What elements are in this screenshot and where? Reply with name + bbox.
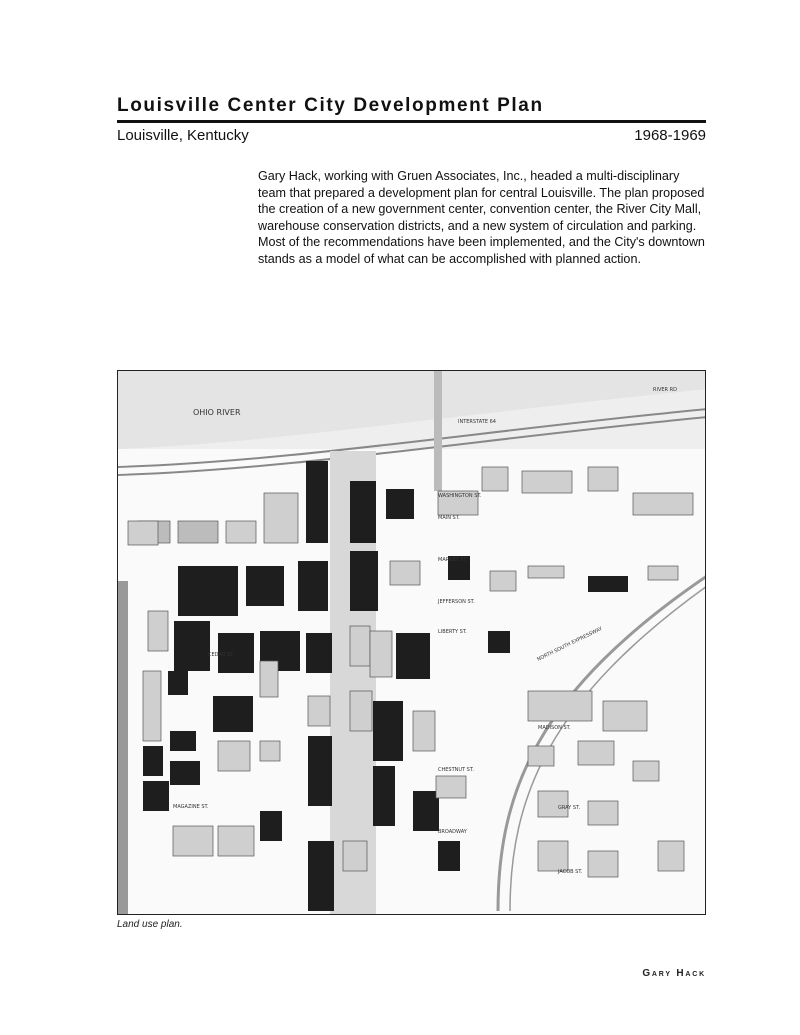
building xyxy=(143,746,163,776)
label-chestnut-street: CHESTNUT ST. xyxy=(438,767,474,773)
label-jacob-street: JACOB ST. xyxy=(558,869,583,875)
building xyxy=(246,566,284,606)
building xyxy=(143,671,161,741)
building xyxy=(350,551,378,611)
label-market-street: MARKET ST. xyxy=(438,557,468,563)
label-river: OHIO RIVER xyxy=(193,408,241,417)
building xyxy=(174,621,210,671)
building xyxy=(306,633,332,673)
building xyxy=(528,691,592,721)
building xyxy=(173,826,213,856)
building xyxy=(578,741,614,765)
building xyxy=(373,701,403,761)
label-madison-street: MADISON ST. xyxy=(538,725,571,731)
building xyxy=(648,566,678,580)
label-expressway: NORTH SOUTH EXPRESSWAY xyxy=(536,625,604,663)
label-jefferson-street: JEFFERSON ST. xyxy=(438,599,475,605)
building xyxy=(522,471,572,493)
label-gray-street: GRAY ST. xyxy=(558,805,581,811)
building xyxy=(178,521,218,543)
building xyxy=(218,826,254,856)
project-location: Louisville, Kentucky xyxy=(117,127,249,144)
building xyxy=(343,841,367,871)
building xyxy=(306,461,328,543)
building xyxy=(308,841,334,911)
label-interstate: INTERSTATE 64 xyxy=(458,419,496,425)
building xyxy=(170,761,200,785)
label-magazine-street: MAGAZINE ST. xyxy=(173,804,209,810)
project-dates: 1968-1969 xyxy=(634,127,706,144)
building xyxy=(658,841,684,871)
building xyxy=(528,566,564,578)
building xyxy=(603,701,647,731)
building xyxy=(436,776,466,798)
building xyxy=(538,791,568,817)
building xyxy=(413,711,435,751)
building xyxy=(588,851,618,877)
building xyxy=(482,467,508,491)
building xyxy=(538,841,568,871)
building xyxy=(350,691,372,731)
building xyxy=(490,571,516,591)
building xyxy=(308,696,330,726)
building xyxy=(386,489,414,519)
footer-author: Gary Hack xyxy=(642,968,706,979)
building xyxy=(218,741,250,771)
building xyxy=(298,561,328,611)
building xyxy=(390,561,420,585)
building xyxy=(350,626,370,666)
building xyxy=(488,631,510,653)
building xyxy=(373,766,395,826)
label-river-road: RIVER RD xyxy=(653,387,677,393)
building xyxy=(588,576,628,592)
building xyxy=(588,801,618,825)
building xyxy=(128,521,158,545)
building xyxy=(170,731,196,751)
building xyxy=(350,481,376,543)
bridge-road xyxy=(434,371,442,491)
building xyxy=(396,633,430,679)
land-use-map xyxy=(117,370,706,915)
building xyxy=(528,746,554,766)
building xyxy=(260,661,278,697)
label-liberty-street: LIBERTY ST. xyxy=(438,629,467,635)
building xyxy=(168,671,188,695)
building xyxy=(260,741,280,761)
building xyxy=(148,611,168,651)
project-description: Gary Hack, working with Gruen Associates, Inc., headed a multi-disciplinary team that prepared a development plan for central Louisville. The plan proposed the creation of a new government center, convention center, the River City Mall, warehouse conservation districts, and a new system of circulation and parking. Most of the recommendations have been implemented, and the City's downtown stands as a model of what can be accomplished with planned action. xyxy=(258,169,705,266)
rail-corridor xyxy=(118,581,128,915)
building xyxy=(438,841,460,871)
label-cedar-street: CEDAR ST. xyxy=(208,652,235,658)
building xyxy=(633,493,693,515)
building xyxy=(370,631,392,677)
label-main-street: MAIN ST. xyxy=(438,515,460,521)
land-use-map-drawing xyxy=(118,371,706,915)
title-divider xyxy=(117,120,706,123)
building xyxy=(308,736,332,806)
building xyxy=(260,811,282,841)
building xyxy=(143,781,169,811)
label-broadway: BROADWAY xyxy=(438,829,467,835)
building xyxy=(226,521,256,543)
building xyxy=(588,467,618,491)
building xyxy=(264,493,298,543)
city-blocks xyxy=(128,461,693,911)
building xyxy=(633,761,659,781)
figure-caption: Land use plan. xyxy=(117,919,183,930)
building xyxy=(213,696,253,732)
label-washington-street: WASHINGTON ST. xyxy=(438,493,482,499)
building xyxy=(178,566,238,616)
page-title: Louisville Center City Development Plan xyxy=(117,95,544,116)
building xyxy=(413,791,439,831)
